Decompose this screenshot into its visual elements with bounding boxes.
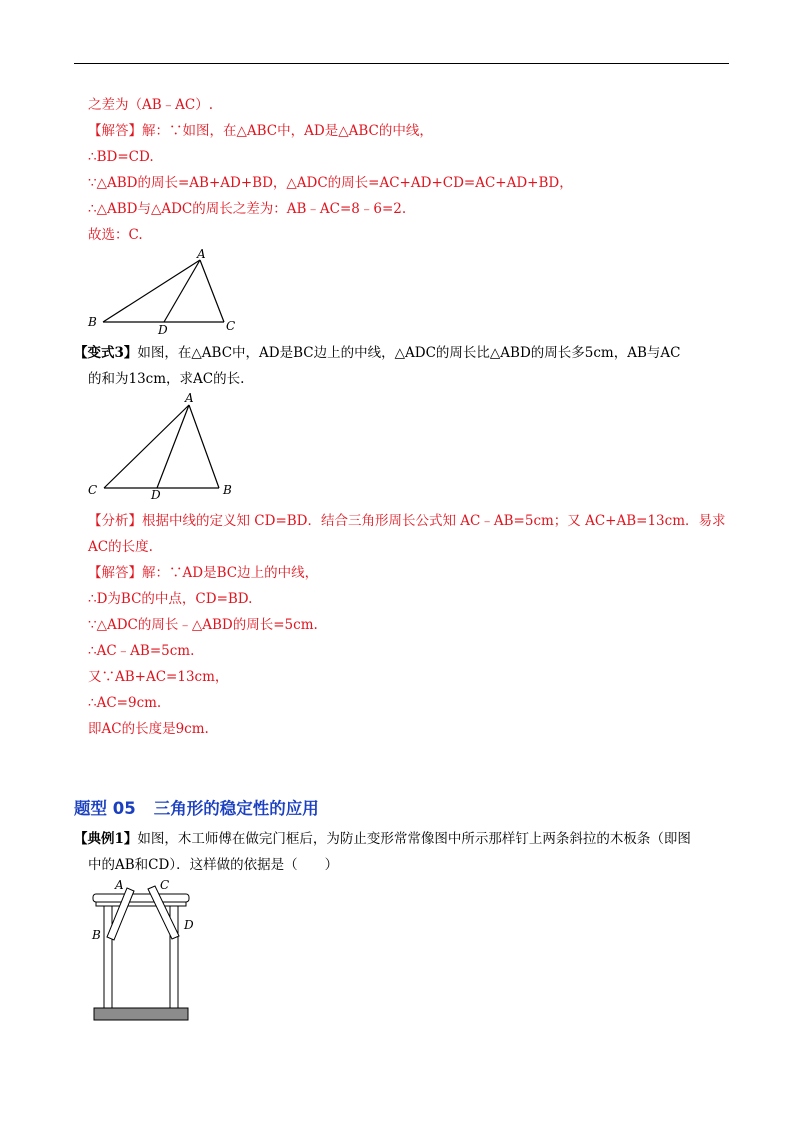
text-line: AC的长度. <box>88 539 153 555</box>
triangle-figure-2 <box>84 390 244 502</box>
label-b: B <box>92 928 101 942</box>
label-c: C <box>160 878 170 892</box>
right-post <box>170 900 178 1008</box>
text-line: 又∵AB+AC=13cm， <box>88 669 229 685</box>
text-line: ∴AC﹣AB=5cm. <box>88 643 195 659</box>
door-frame-figure <box>84 876 204 1026</box>
section-number: 题型 05 <box>74 799 136 818</box>
text-line: 【解答】解：∵AD是BC边上的中线， <box>88 565 319 581</box>
text-line: ∵△ADC的周长﹣△ABD的周长=5cm. <box>88 617 318 633</box>
text-line: 【解答】解：∵如图，在△ABC中，AD是△ABC的中线， <box>88 123 433 139</box>
segment-ad <box>164 260 200 322</box>
segment-ab <box>103 260 200 322</box>
lintel <box>93 894 189 902</box>
text-line: 之差为（AB﹣AC）. <box>88 97 214 113</box>
text-line: 中的AB和CD）．这样做的依据是（ ） <box>88 857 339 873</box>
base-slab <box>94 1008 188 1020</box>
label-b: B <box>88 315 97 329</box>
label-a: A <box>197 247 206 261</box>
section-title: 三角形的稳定性的应用 <box>153 799 319 818</box>
section-heading <box>74 795 319 819</box>
text-line: 的和为13cm，求AC的长. <box>88 371 245 387</box>
example-1-line-1 <box>74 830 691 848</box>
label-c: C <box>226 319 236 333</box>
text-line: 即AC的长度是9cm. <box>88 721 209 737</box>
label-b: B <box>223 483 232 497</box>
text-line: ∴AC=9cm. <box>88 695 162 711</box>
segment-ca <box>104 405 189 488</box>
label-c: C <box>88 483 98 497</box>
text-line: 如图，在△ABC中，AD是BC边上的中线，△ADC的周长比△ABD的周长多5cm，AB与AC <box>137 345 681 361</box>
segment-ac <box>200 260 224 322</box>
header-rule <box>74 63 729 64</box>
text-line: ∵△ABD的周长=AB+AD+BD，△ADC的周长=AC+AD+CD=AC+AD+BD， <box>88 175 573 191</box>
lintel-lower <box>96 902 186 906</box>
left-post <box>104 900 112 1008</box>
text-line: ∴△ABD与△ADC的周长之差为：AB﹣AC=8﹣6=2. <box>88 201 407 217</box>
label-d: D <box>151 488 161 502</box>
variant-3-tag: 【变式3】 <box>74 345 138 361</box>
text-line: ∴D为BC的中点，CD=BD. <box>88 591 253 607</box>
label-a: A <box>115 878 124 892</box>
text-line: 故选：C. <box>88 227 143 243</box>
segment-ab <box>189 405 219 488</box>
segment-ad <box>157 405 189 488</box>
label-a: A <box>185 391 194 405</box>
text-line: ∴BD=CD. <box>88 149 154 165</box>
triangle-figure-1 <box>84 247 244 337</box>
text-line: 【分析】根据中线的定义知 CD=BD．结合三角形周长公式知 AC﹣AB=5cm；又 AC+AB=13cm．易求 <box>88 513 726 529</box>
variant-3-line-1 <box>74 344 680 362</box>
example-1-tag: 【典例1】 <box>74 831 138 847</box>
label-d: D <box>158 323 168 337</box>
text-line: 如图，木工师傅在做完门框后，为防止变形常常像图中所示那样钉上两条斜拉的木板条（即图 <box>137 831 691 847</box>
label-d: D <box>184 918 194 932</box>
